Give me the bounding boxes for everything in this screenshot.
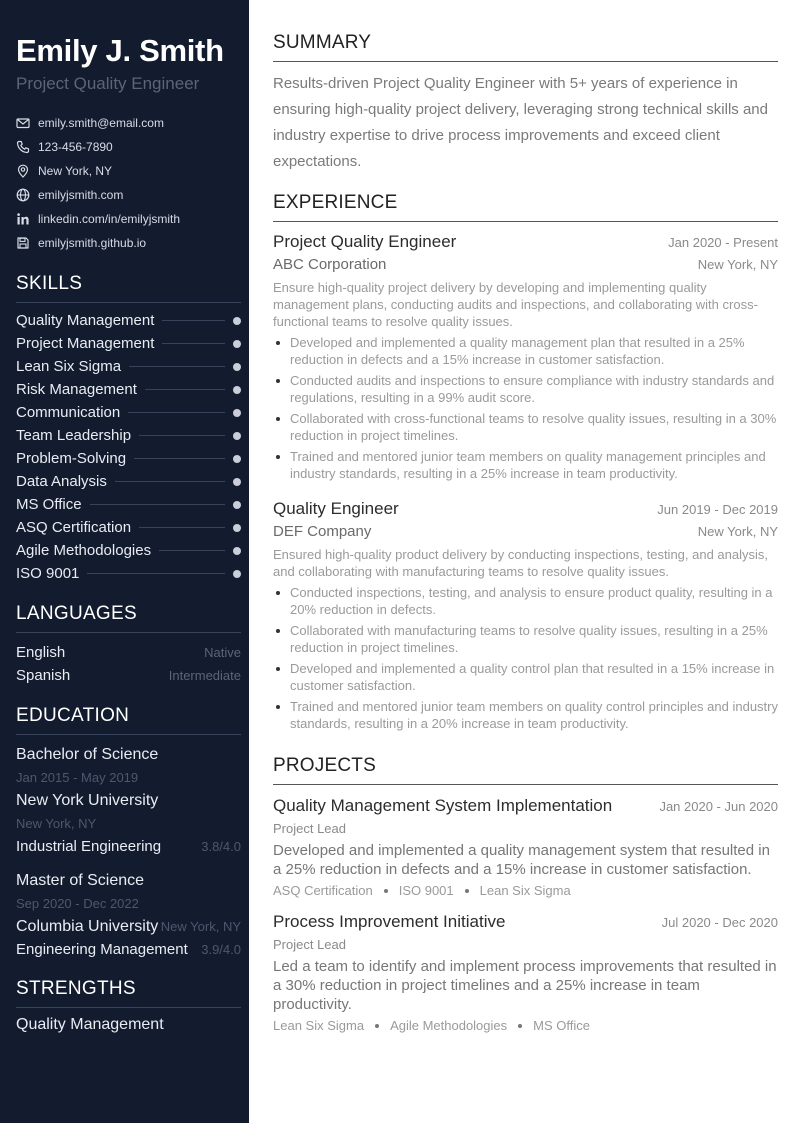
education-field: Engineering Management <box>16 941 188 958</box>
language-name: Spanish <box>16 667 71 684</box>
skill-label: Quality Management <box>16 312 155 329</box>
skill-line <box>162 343 225 344</box>
skill-item <box>16 378 241 401</box>
project-title: Quality Management System Implementation <box>273 796 613 815</box>
education-gpa: 3.8/4.0 <box>201 839 241 854</box>
skill-dot <box>233 455 241 463</box>
skill-line <box>145 389 225 390</box>
envelope-icon <box>16 116 30 130</box>
strength-item: Quality Management <box>16 1016 164 1033</box>
skill-label: Agile Methodologies <box>16 542 152 559</box>
skill-dot <box>233 363 241 371</box>
language-level: Native <box>204 645 241 660</box>
education-degree: Bachelor of Science <box>16 746 159 763</box>
education-location: New York, NY <box>160 919 241 934</box>
phone-icon <box>16 140 30 154</box>
skill-line <box>139 435 225 436</box>
projects-heading: PROJECTS <box>273 755 778 785</box>
skill-item <box>16 493 241 516</box>
skill-item <box>16 424 241 447</box>
job-dates: Jan 2020 - Present <box>668 235 778 250</box>
language-item <box>16 641 241 664</box>
project-tags <box>273 883 778 898</box>
job-company: DEF Company <box>273 523 372 540</box>
job-bullet: Conducted inspections, testing, and analysis to ensure product quality, resulting in a 20% reduction in defects. <box>273 584 778 618</box>
project-tag: Lean Six Sigma <box>479 883 571 898</box>
project-entry <box>273 795 778 898</box>
job-bullet: Developed and implemented a quality control plan that resulted in a 15% increase in customer satisfaction. <box>273 660 778 694</box>
linkedin-icon <box>16 212 30 226</box>
skill-label: Team Leadership <box>16 427 132 444</box>
education-dates: Sep 2020 - Dec 2022 <box>16 896 139 911</box>
strengths-heading: STRENGTHS <box>16 978 241 1008</box>
project-tag: Agile Methodologies <box>390 1018 508 1033</box>
skill-line <box>159 550 225 551</box>
languages-list <box>16 641 241 687</box>
education-item <box>16 869 241 961</box>
sidebar <box>0 0 249 1123</box>
education-location: New York, NY <box>16 816 97 831</box>
skill-dot <box>233 478 241 486</box>
contact-text: emilyjsmith.github.io <box>38 236 147 250</box>
job-entry <box>273 231 778 482</box>
job-company-row <box>273 253 778 277</box>
skills-heading: SKILLS <box>16 273 241 303</box>
skill-item <box>16 355 241 378</box>
skill-dot <box>233 570 241 578</box>
job-bullet: Developed and implemented a quality management plan that resulted in a 25% reduction in defects and a 15% increase in customer satisfaction. <box>273 334 778 368</box>
job-bullet: Trained and mentored junior team members on quality control principles and industry standards, resulting in a 20% increase in team productivity. <box>273 698 778 732</box>
project-tag: Lean Six Sigma <box>273 1018 365 1033</box>
project-role: Project Lead <box>273 937 346 952</box>
summary-heading: SUMMARY <box>273 32 778 62</box>
education-degree: Master of Science <box>16 872 145 889</box>
job-title: Quality Engineer <box>273 499 399 518</box>
job-description: Ensured high-quality product delivery by conducting inspections, testing, and analysis, and collaborating with manufacturing teams to resolve quality issues. <box>273 547 769 579</box>
job-bullet: Collaborated with cross-functional teams to resolve quality issues, resulting in a 30% reduction in project timelines. <box>273 410 778 444</box>
education-item <box>16 743 241 858</box>
project-tag: ASQ Certification <box>273 883 373 898</box>
github-icon <box>16 236 30 250</box>
skill-label: Communication <box>16 404 121 421</box>
skill-item <box>16 401 241 424</box>
skills-list <box>16 309 241 585</box>
contact-text: linkedin.com/in/emilyjsmith <box>38 212 181 226</box>
location-pin-icon <box>16 164 30 178</box>
project-tags <box>273 1018 778 1033</box>
skill-dot <box>233 340 241 348</box>
job-header <box>273 231 778 253</box>
contact-text: New York, NY <box>38 164 113 178</box>
job-bullet: Collaborated with manufacturing teams to resolve quality issues, resulting in a 25% reduction in project timelines. <box>273 622 778 656</box>
contact-text: 123-456-7890 <box>38 140 113 154</box>
education-school: New York University <box>16 792 159 809</box>
languages-heading: LANGUAGES <box>16 603 241 633</box>
contact-list <box>16 111 241 255</box>
job-bullets <box>273 334 778 482</box>
job-location: New York, NY <box>697 524 778 539</box>
tag-separator <box>384 889 388 893</box>
skill-label: ASQ Certification <box>16 519 132 536</box>
project-header <box>273 795 778 817</box>
job-description: Ensure high-quality project delivery by developing and implementing quality management plans, conducting audits and inspections, and collaborating with cross-functional teams to resolve quality issues. <box>273 280 758 329</box>
candidate-role: Project Quality Engineer <box>16 74 200 93</box>
skill-dot <box>233 317 241 325</box>
skill-item <box>16 332 241 355</box>
globe-icon <box>16 188 30 202</box>
contact-location <box>16 159 241 183</box>
language-item <box>16 664 241 687</box>
project-entry <box>273 911 778 1033</box>
contact-linkedin[interactable] <box>16 207 241 231</box>
summary-text: Results-driven Project Quality Engineer with 5+ years of experience in ensuring high-quality project delivery, leveraging strong technical skills and industry expertise to drive process improvements and exceed client expectations. <box>273 75 768 170</box>
project-role: Project Lead <box>273 821 346 836</box>
contact-text: emily.smith@email.com <box>38 116 164 130</box>
project-header <box>273 911 778 933</box>
skill-dot <box>233 409 241 417</box>
skill-line <box>115 481 225 482</box>
education-field-row <box>16 938 241 961</box>
candidate-name: Emily J. Smith <box>16 33 224 68</box>
education-dates: Jan 2015 - May 2019 <box>16 770 139 785</box>
job-bullet: Trained and mentored junior team members on quality management principles and industry standards, resulting in a 25% increase in team productivity. <box>273 448 778 482</box>
skill-dot <box>233 432 241 440</box>
job-location: New York, NY <box>697 257 778 272</box>
skill-item <box>16 447 241 470</box>
language-name: English <box>16 644 66 661</box>
skill-line <box>87 573 225 574</box>
skill-item <box>16 539 241 562</box>
contact-email[interactable] <box>16 111 241 135</box>
skill-dot <box>233 524 241 532</box>
tag-separator <box>465 889 469 893</box>
contact-text: emilyjsmith.com <box>38 188 124 202</box>
tag-separator <box>375 1024 379 1028</box>
skill-item <box>16 470 241 493</box>
project-description: Developed and implemented a quality management system that resulted in a 25% reduction in defects and a 15% increase in customer satisfaction. <box>273 842 770 878</box>
project-dates: Jan 2020 - Jun 2020 <box>659 799 778 814</box>
skill-item <box>16 309 241 332</box>
contact-phone[interactable] <box>16 135 241 159</box>
skill-dot <box>233 386 241 394</box>
skill-label: Problem-Solving <box>16 450 127 467</box>
project-description: Led a team to identify and implement process improvements that resulted in a 30% reduction in project timelines and a 25% increase in team productivity. <box>273 958 777 1013</box>
language-level: Intermediate <box>168 668 241 683</box>
skill-item <box>16 562 241 585</box>
tag-separator <box>518 1024 522 1028</box>
project-title: Process Improvement Initiative <box>273 912 506 931</box>
education-field: Industrial Engineering <box>16 838 162 855</box>
job-company-row <box>273 520 778 544</box>
contact-github[interactable] <box>16 231 241 255</box>
skill-label: MS Office <box>16 496 82 513</box>
skill-line <box>134 458 225 459</box>
job-title: Project Quality Engineer <box>273 232 457 251</box>
education-heading: EDUCATION <box>16 705 241 735</box>
main-content <box>273 32 778 1033</box>
skill-dot <box>233 547 241 555</box>
skill-dot <box>233 501 241 509</box>
skill-label: Lean Six Sigma <box>16 358 122 375</box>
education-gpa: 3.9/4.0 <box>201 942 241 957</box>
job-company: ABC Corporation <box>273 256 387 273</box>
skill-label: Data Analysis <box>16 473 107 490</box>
skill-line <box>162 320 225 321</box>
project-tag: ISO 9001 <box>398 883 454 898</box>
skill-label: Project Management <box>16 335 155 352</box>
skill-label: Risk Management <box>16 381 137 398</box>
education-field-row <box>16 835 241 858</box>
skill-item <box>16 516 241 539</box>
education-school-row <box>16 915 241 938</box>
project-tag: MS Office <box>533 1018 590 1033</box>
job-bullets <box>273 584 778 732</box>
skill-line <box>90 504 225 505</box>
job-bullet: Conducted audits and inspections to ensure compliance with industry standards and regulations, resulting in a 99% audit score. <box>273 372 778 406</box>
job-dates: Jun 2019 - Dec 2019 <box>657 502 778 517</box>
contact-website[interactable] <box>16 183 241 207</box>
experience-heading: EXPERIENCE <box>273 192 778 222</box>
skill-line <box>129 366 225 367</box>
job-header <box>273 498 778 520</box>
skill-line <box>139 527 225 528</box>
skill-label: ISO 9001 <box>16 565 80 582</box>
education-school: Columbia University <box>16 918 159 935</box>
skill-line <box>128 412 225 413</box>
job-entry <box>273 498 778 732</box>
project-dates: Jul 2020 - Dec 2020 <box>661 915 778 930</box>
